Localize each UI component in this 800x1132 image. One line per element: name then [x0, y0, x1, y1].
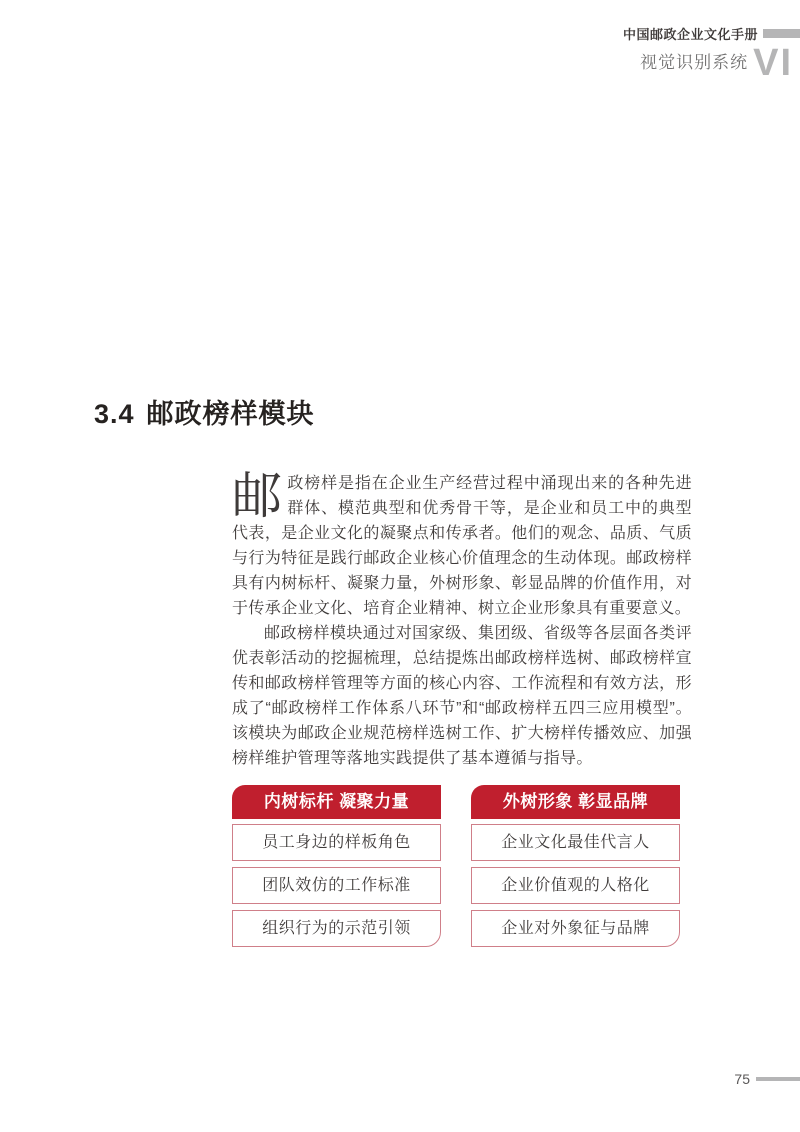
column-header-internal: 内树标杆 凝聚力量: [232, 785, 441, 819]
model-diagram: [232, 785, 680, 947]
body-text: [232, 468, 692, 771]
handbook-title: 中国邮政企业文化手册: [622, 27, 758, 42]
header-row-title: [623, 24, 800, 43]
page-header: [622, 24, 800, 84]
diagram-column-external: [471, 785, 680, 947]
diagram-item: 企业文化最佳代言人: [471, 824, 680, 861]
diagram-item: 团队效仿的工作标准: [232, 867, 441, 904]
paragraph-1: [232, 468, 692, 621]
section-title-label: 邮政榜样模块: [146, 399, 315, 429]
diagram-item: 企业价值观的人格化: [471, 867, 680, 904]
page-number: 75: [734, 1071, 750, 1087]
section-number: 3.4: [94, 399, 135, 429]
column-header-external: 外树形象 彰显品牌: [471, 785, 680, 819]
header-row-subtitle: [640, 42, 793, 84]
dropcap-character: 邮: [232, 468, 283, 524]
footer-bar: [756, 1077, 800, 1081]
diagram-column-internal: [232, 785, 441, 947]
diagram-item: 企业对外象征与品牌: [471, 910, 680, 947]
diagram-item: 员工身边的样板角色: [232, 824, 441, 861]
page-footer: [734, 1071, 800, 1087]
vi-mark: VI: [753, 42, 793, 84]
section-title: [94, 392, 315, 431]
paragraph-2: 邮政榜样模块通过对国家级、集团级、省级等各层面各类评优表彰活动的挖掘梳理，总结提炼出邮政榜样选树、邮政榜样宣传和邮政榜样管理等方面的核心内容、工作流程和有效方法，形成了“邮政榜样工作体系八环节”和“邮政榜样五四三应用模型”。该模块为邮政企业规范榜样选树工作、扩大榜样传播效应、加强榜样维护管理等落地实践提供了基本遵循与指导。: [232, 625, 692, 767]
system-title: 视觉识别系统: [640, 53, 749, 72]
diagram-item: 组织行为的示范引领: [232, 910, 441, 947]
header-bar: [763, 29, 800, 38]
paragraph-1-text: 政榜样是指在企业生产经营过程中涌现出来的各种先进群体、模范典型和优秀骨干等，是企业和员工中的典型代表，是企业文化的凝聚点和传承者。他们的观念、品质、气质与行为特征是践行邮政企业核心价值理念的生动体现。邮政榜样具有内树标杆、凝聚力量，外树形象、彰显品牌的价值作用，对于传承企业文化、培育企业精神、树立企业形象具有重要意义。: [232, 475, 692, 617]
